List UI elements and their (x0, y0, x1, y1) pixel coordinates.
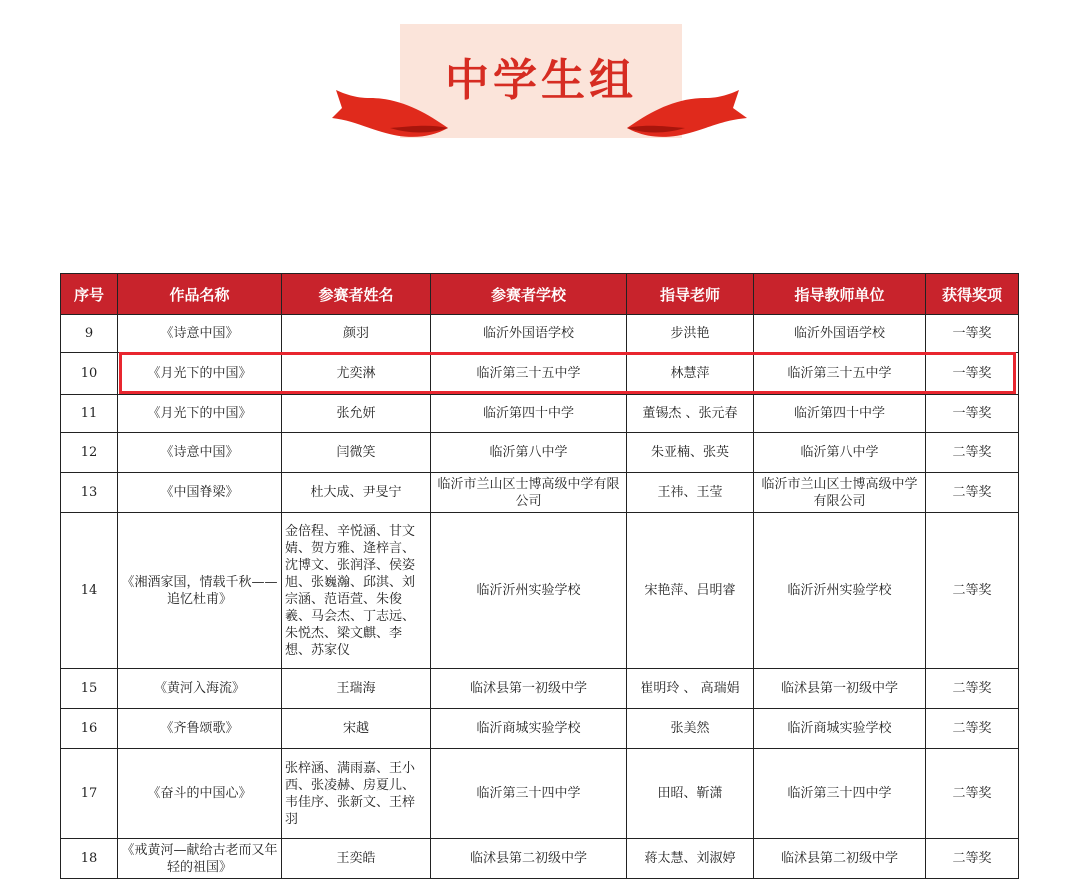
cell-index: 9 (61, 315, 118, 353)
table-row (61, 395, 1019, 433)
table-row (61, 513, 1019, 669)
cell-school: 临沂第四十中学 (431, 395, 627, 433)
cell-teacher: 蒋太慧、刘淑婷 (627, 839, 754, 879)
cell-work-title: 《齐鲁颂歌》 (118, 709, 282, 749)
table-row (61, 473, 1019, 513)
ribbon-left-decoration (330, 90, 450, 140)
cell-school: 临沂第三十四中学 (431, 749, 627, 839)
cell-work-title: 《戒黄河—献给古老而又年轻的祖国》 (118, 839, 282, 879)
cell-teacher-unit: 临沂外国语学校 (754, 315, 926, 353)
header-teacher-unit: 指导教师单位 (754, 274, 926, 315)
cell-work-title: 《月光下的中国》 (118, 353, 282, 395)
cell-teacher: 林慧萍 (627, 353, 754, 395)
cell-teacher: 王祎、王莹 (627, 473, 754, 513)
cell-participants: 杜大成、尹旻宁 (282, 473, 431, 513)
cell-teacher: 宋艳萍、吕明睿 (627, 513, 754, 669)
header-award: 获得奖项 (926, 274, 1019, 315)
cell-teacher-unit: 临沂第三十四中学 (754, 749, 926, 839)
cell-teacher: 朱亚楠、张英 (627, 433, 754, 473)
cell-work-title: 《黄河入海流》 (118, 669, 282, 709)
cell-award: 一等奖 (926, 353, 1019, 395)
awards-table (60, 273, 1019, 879)
header-teacher: 指导老师 (627, 274, 754, 315)
cell-index: 10 (61, 353, 118, 395)
cell-teacher-unit: 临沭县第一初级中学 (754, 669, 926, 709)
cell-award: 二等奖 (926, 749, 1019, 839)
table-row (61, 709, 1019, 749)
cell-school: 临沂第三十五中学 (431, 353, 627, 395)
cell-work-title: 《诗意中国》 (118, 315, 282, 353)
cell-award: 二等奖 (926, 709, 1019, 749)
cell-index: 12 (61, 433, 118, 473)
cell-index: 13 (61, 473, 118, 513)
cell-teacher-unit: 临沂商城实验学校 (754, 709, 926, 749)
cell-award: 二等奖 (926, 473, 1019, 513)
cell-index: 18 (61, 839, 118, 879)
cell-teacher: 张美然 (627, 709, 754, 749)
cell-work-title: 《月光下的中国》 (118, 395, 282, 433)
cell-participants: 张允妍 (282, 395, 431, 433)
cell-teacher: 步洪艳 (627, 315, 754, 353)
cell-school: 临沂市兰山区士博高级中学有限公司 (431, 473, 627, 513)
cell-teacher-unit: 临沭县第二初级中学 (754, 839, 926, 879)
cell-participants: 张梓涵、满雨嘉、王小西、张凌赫、房夏儿、韦佳序、张新文、王梓羽 (282, 749, 431, 839)
table-row (61, 669, 1019, 709)
cell-teacher: 董锡杰 、张元春 (627, 395, 754, 433)
cell-teacher-unit: 临沂第八中学 (754, 433, 926, 473)
table-header-row (61, 274, 1019, 315)
cell-award: 二等奖 (926, 669, 1019, 709)
cell-participants: 金倍程、辛悦涵、甘文婧、贺方雅、逄梓言、沈博文、张润泽、侯姿旭、张巍瀚、邱淇、刘宗涵、范语萱、朱俊羲、马会杰、丁志远、朱悦杰、梁文麒、李想、苏家仪 (282, 513, 431, 669)
header-school: 参赛者学校 (431, 274, 627, 315)
cell-teacher-unit: 临沂第三十五中学 (754, 353, 926, 395)
section-title: 中学生组 (445, 55, 637, 106)
cell-work-title: 《中国脊梁》 (118, 473, 282, 513)
cell-participants: 闫微笑 (282, 433, 431, 473)
header-work-title: 作品名称 (118, 274, 282, 315)
cell-award: 一等奖 (926, 315, 1019, 353)
cell-award: 二等奖 (926, 513, 1019, 669)
cell-teacher: 崔明玲 、 高瑞娟 (627, 669, 754, 709)
cell-award: 一等奖 (926, 395, 1019, 433)
cell-school: 临沭县第一初级中学 (431, 669, 627, 709)
cell-school: 临沂商城实验学校 (431, 709, 627, 749)
cell-teacher-unit: 临沂市兰山区士博高级中学有限公司 (754, 473, 926, 513)
cell-work-title: 《湘酒家国，情载千秋——追忆杜甫》 (118, 513, 282, 669)
header-participants: 参赛者姓名 (282, 274, 431, 315)
ribbon-right-decoration (625, 90, 750, 140)
cell-school: 临沭县第二初级中学 (431, 839, 627, 879)
cell-index: 14 (61, 513, 118, 669)
table-row-highlighted (61, 353, 1019, 395)
cell-school: 临沂沂州实验学校 (431, 513, 627, 669)
cell-teacher: 田昭、靳潇 (627, 749, 754, 839)
cell-school: 临沂外国语学校 (431, 315, 627, 353)
cell-school: 临沂第八中学 (431, 433, 627, 473)
table-row (61, 749, 1019, 839)
cell-index: 15 (61, 669, 118, 709)
cell-index: 11 (61, 395, 118, 433)
header-index: 序号 (61, 274, 118, 315)
table-row (61, 433, 1019, 473)
cell-teacher-unit: 临沂沂州实验学校 (754, 513, 926, 669)
table-row (61, 839, 1019, 879)
cell-work-title: 《奋斗的中国心》 (118, 749, 282, 839)
table-row (61, 315, 1019, 353)
cell-work-title: 《诗意中国》 (118, 433, 282, 473)
cell-participants: 宋越 (282, 709, 431, 749)
cell-participants: 颜羽 (282, 315, 431, 353)
cell-participants: 尤奕淋 (282, 353, 431, 395)
cell-index: 16 (61, 709, 118, 749)
cell-award: 二等奖 (926, 839, 1019, 879)
cell-participants: 王奕皓 (282, 839, 431, 879)
cell-participants: 王瑞海 (282, 669, 431, 709)
cell-award: 二等奖 (926, 433, 1019, 473)
cell-index: 17 (61, 749, 118, 839)
cell-teacher-unit: 临沂第四十中学 (754, 395, 926, 433)
